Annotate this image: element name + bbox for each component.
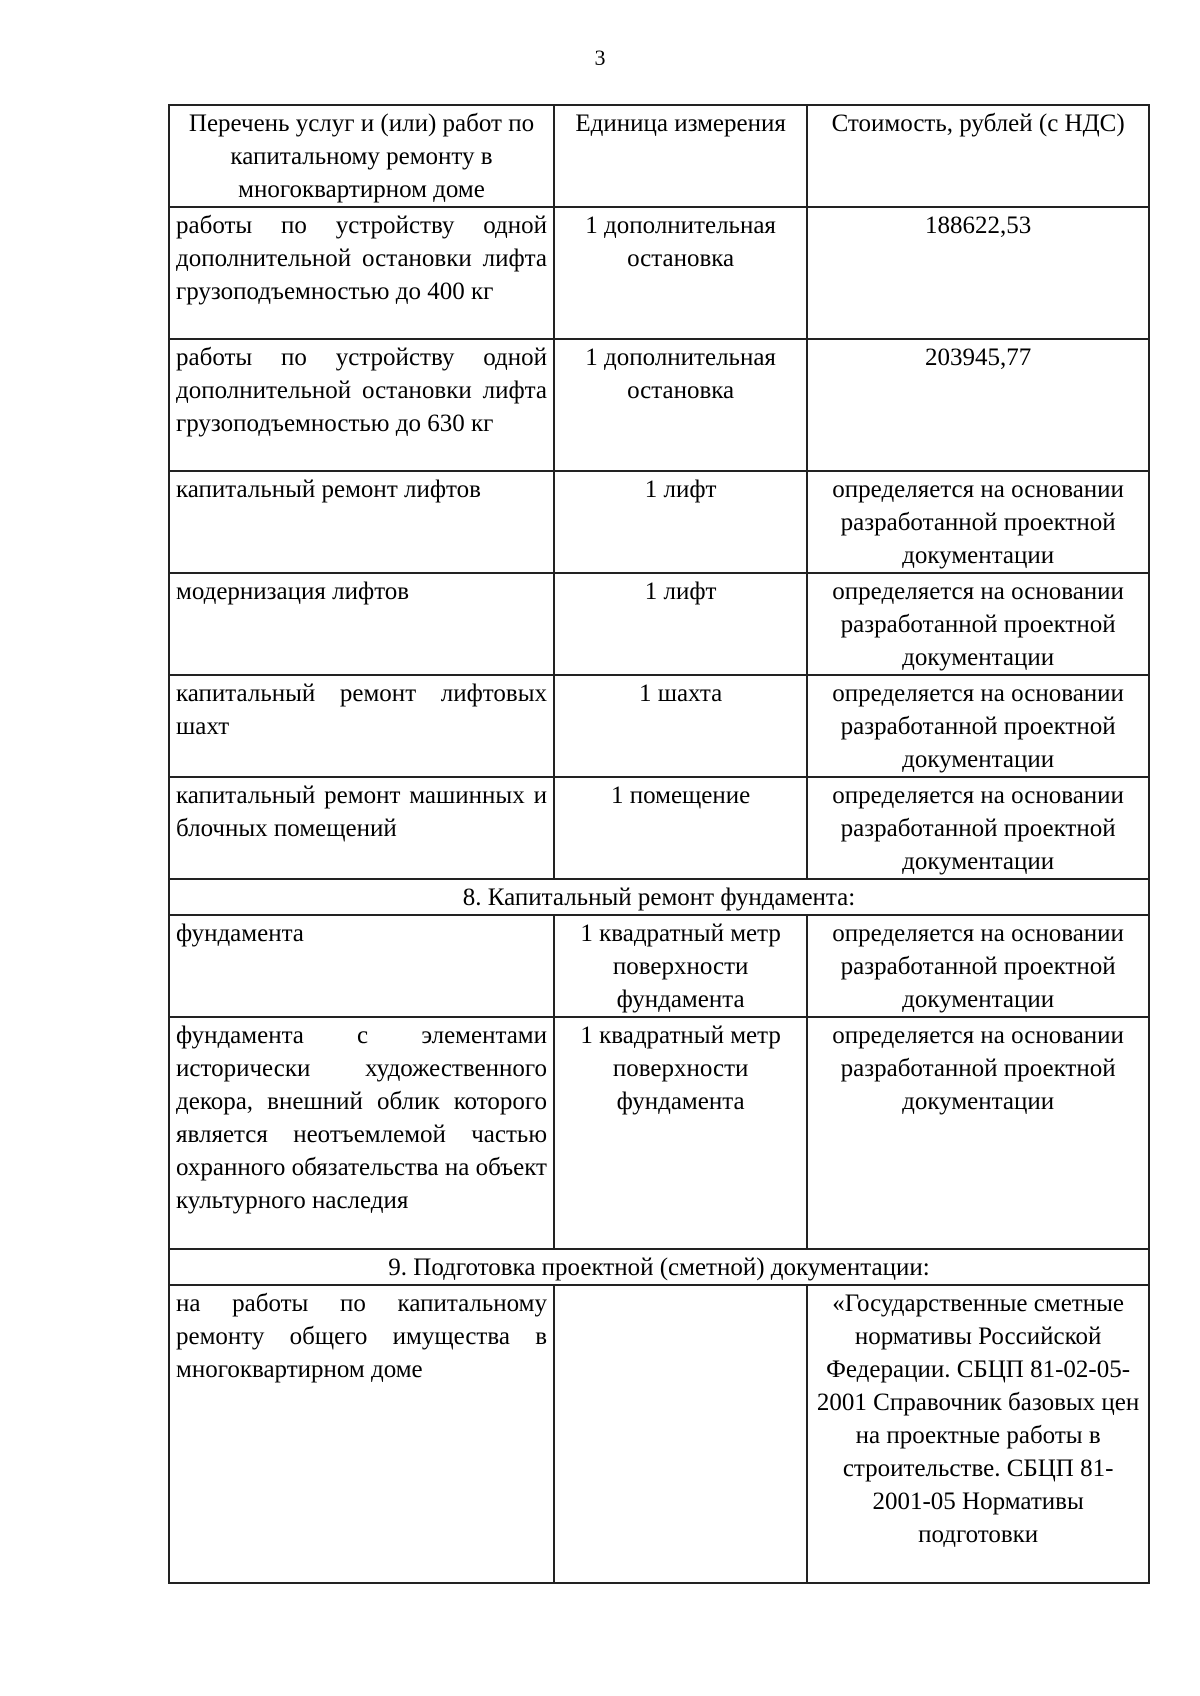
- unit-cell: 1 дополнительная остановка: [554, 339, 807, 471]
- page-number: 3: [594, 45, 606, 70]
- table-row: [169, 207, 1149, 339]
- service-name: на работы по капитальному ремонту общего имущества в многоквартирном доме: [169, 1285, 554, 1583]
- section-9-title: 9. Подготовка проектной (сметной) документации:: [169, 1249, 1149, 1285]
- service-name: капитальный ремонт машинных и блочных помещений: [169, 777, 554, 879]
- section-header-row: [169, 879, 1149, 915]
- unit-cell: 1 шахта: [554, 675, 807, 777]
- service-name: фундамента: [169, 915, 554, 1017]
- cost-cell: определяется на основании разработанной проектной документации: [807, 777, 1149, 879]
- unit-cell: 1 квадратный метр поверхности фундамента: [554, 915, 807, 1017]
- table-header-row: [169, 105, 1149, 207]
- table-row: [169, 339, 1149, 471]
- unit-cell: 1 дополнительная остановка: [554, 207, 807, 339]
- services-cost-table: [168, 104, 1150, 1584]
- section-8-title: 8. Капитальный ремонт фундамента:: [169, 879, 1149, 915]
- table-row: [169, 471, 1149, 573]
- cost-cell: определяется на основании разработанной проектной документации: [807, 573, 1149, 675]
- cost-cell: определяется на основании разработанной проектной документации: [807, 471, 1149, 573]
- cost-cell: определяется на основании разработанной проектной документации: [807, 675, 1149, 777]
- unit-cell: 1 лифт: [554, 471, 807, 573]
- service-name: капитальный ремонт лифтов: [169, 471, 554, 573]
- table-row: [169, 915, 1149, 1017]
- service-name: работы по устройству одной дополнительной остановки лифта грузоподъемностью до 400 кг: [169, 207, 554, 339]
- unit-cell: [554, 1285, 807, 1583]
- unit-cell: 1 лифт: [554, 573, 807, 675]
- table-row: [169, 1017, 1149, 1249]
- service-name: работы по устройству одной дополнительной остановки лифта грузоподъемностью до 630 кг: [169, 339, 554, 471]
- header-cost: Стоимость, рублей (с НДС): [807, 105, 1149, 207]
- cost-cell: определяется на основании разработанной проектной документации: [807, 915, 1149, 1017]
- table-row: [169, 573, 1149, 675]
- cost-cell: определяется на основании разработанной проектной документации: [807, 1017, 1149, 1249]
- table-row: [169, 777, 1149, 879]
- header-services: Перечень услуг и (или) работ по капитальному ремонту в многоквартирном доме: [169, 105, 554, 207]
- cost-cell: 203945,77: [807, 339, 1149, 471]
- cost-cell: «Государственные сметные нормативы Российской Федерации. СБЦП 81-02-05-2001 Справочник базовых цен на проектные работы в строительстве. СБЦП 81-2001-05 Нормативы подготовки: [807, 1285, 1149, 1583]
- cost-cell: 188622,53: [807, 207, 1149, 339]
- service-name: фундамента с элементами исторически художественного декора, внешний облик которого является неотъемлемой частью охранного обязательства на объект культурного наследия: [169, 1017, 554, 1249]
- section-header-row: [169, 1249, 1149, 1285]
- service-name: модернизация лифтов: [169, 573, 554, 675]
- header-unit: Единица измерения: [554, 105, 807, 207]
- table-row: [169, 1285, 1149, 1583]
- table-row: [169, 675, 1149, 777]
- unit-cell: 1 помещение: [554, 777, 807, 879]
- service-name: капитальный ремонт лифтовых шахт: [169, 675, 554, 777]
- unit-cell: 1 квадратный метр поверхности фундамента: [554, 1017, 807, 1249]
